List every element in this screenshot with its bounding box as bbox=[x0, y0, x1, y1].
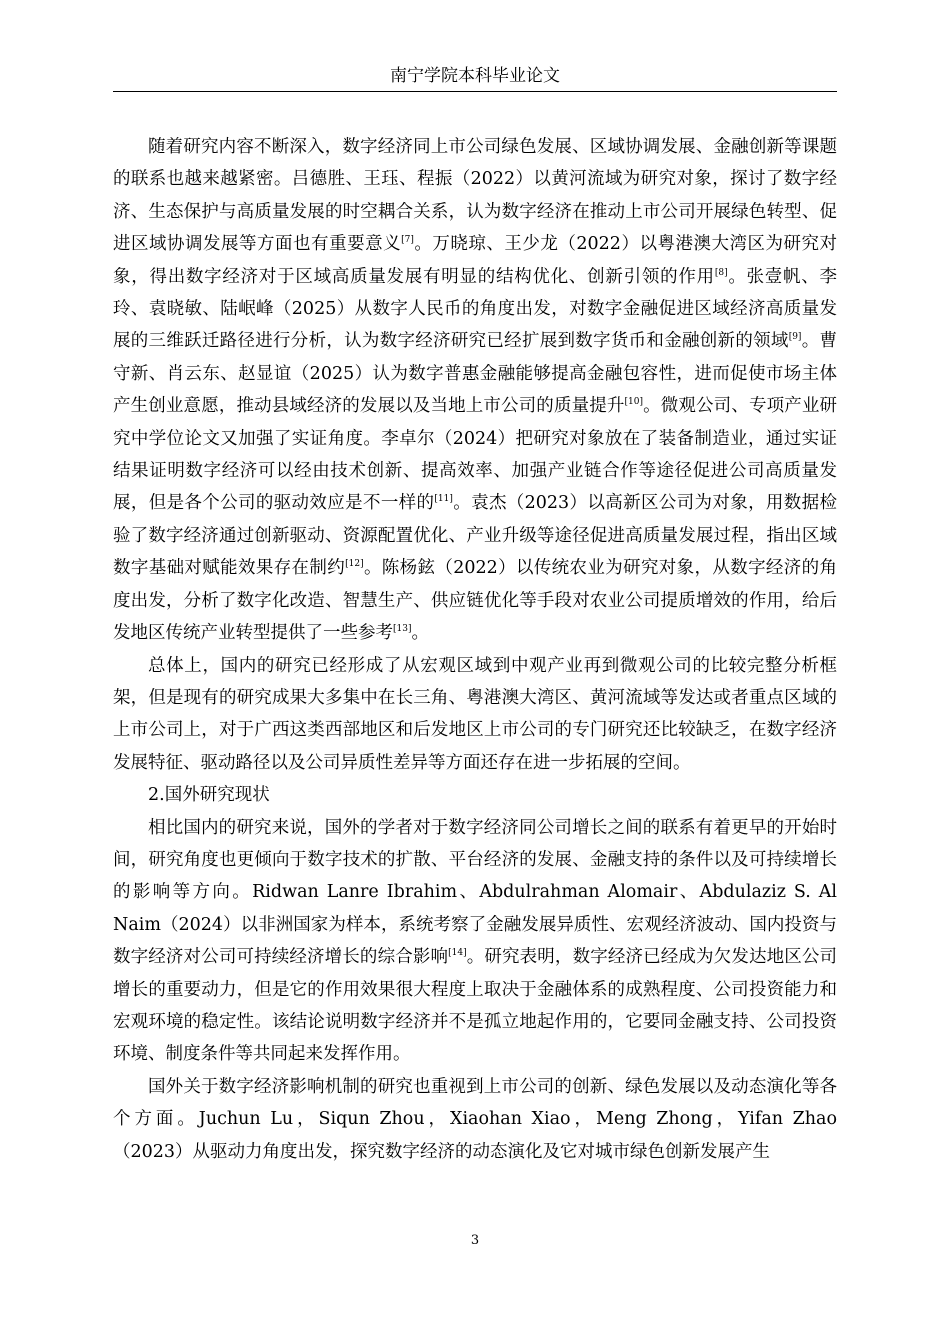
citation-ref: [11] bbox=[434, 494, 453, 505]
citation-ref: [10] bbox=[624, 397, 643, 408]
paragraph-domestic-research bbox=[113, 131, 837, 650]
text-run: 。张壹帆、李玲、袁晓敏、陆岷峰（2025）从数字人民币的角度出发，对数字金融促进区域经济高质量发展的三维跃迁路径进行分析，认为数字经济研究已经扩展到数字货币和金融创新的领域 bbox=[113, 266, 838, 352]
text-run: 。袁杰（2023）以高新区公司为对象，用数据检验了数字经济通过创新驱动、资源配置优化、产业升级等途径促进高质量发展过程，指出区域数字基础对赋能效果存在制约 bbox=[113, 493, 837, 579]
section-heading-foreign-research bbox=[113, 779, 837, 811]
citation-ref: [12] bbox=[345, 559, 364, 570]
citation-ref: [8] bbox=[714, 267, 728, 278]
body-text bbox=[113, 131, 837, 1168]
citation-ref: [13] bbox=[393, 624, 412, 635]
text-run: 。 bbox=[411, 623, 429, 644]
paragraph-foreign-research bbox=[113, 812, 837, 1071]
text-run: 。曹守新、肖云东、赵显谊（2025）认为数字普惠金融能够提高金融包容性，进而促使市场主体产生创业意愿，推动县域经济的发展以及当地上市公司的质量提升 bbox=[113, 331, 837, 417]
citation-ref: [14] bbox=[448, 948, 467, 959]
running-header: 南宁学院本科毕业论文 bbox=[390, 66, 560, 86]
page-number: 3 bbox=[470, 1233, 480, 1248]
text-run: 。万晓琼、王少龙（2022）以粤港澳大湾区为研究对象，得出数字经济对于区域高质量发展有明显的结构优化、创新引领的作用 bbox=[113, 234, 837, 287]
citation-ref: [7] bbox=[401, 235, 414, 246]
text-run: 国外关于数字经济影响机制的研究也重视到上市公司的创新、绿色发展以及动态演化等各个方面。Juchun Lu，Siqun Zhou，Xiaohan Xiao，Meng Zhong，Yifan Zhao（2023）从驱动力角度出发，探究数字经济的动态演化及它对城市绿色创新发展产生 bbox=[113, 1076, 837, 1162]
header-divider bbox=[113, 91, 837, 92]
paragraph-foreign-mechanism bbox=[113, 1071, 837, 1168]
text-run: 总体上，国内的研究已经形成了从宏观区域到中观产业再到微观公司的比较完整分析框架，但是现有的研究成果大多集中在长三角、粤港澳大湾区、黄河流域等发达或者重点区域的上市公司上，对于广西这类西部地区和后发地区上市公司的专门研究还比较缺乏，在数字经济发展特征、驱动路径以及公司异质性差异等方面还存在进一步拓展的空间。 bbox=[113, 655, 837, 773]
text-run: 。陈杨鉉（2022）以传统农业为研究对象，从数字经济的角度出发，分析了数字化改造、智慧生产、供应链优化等手段对农业公司提质增效的作用，给后发地区传统产业转型提供了一些参考 bbox=[113, 558, 837, 644]
text-run: 。微观公司、专项产业研究中学位论文又加强了实证角度。李卓尔（2024）把研究对象放在了装备制造业，通过实证结果证明数字经济可以经由技术创新、提高效率、加强产业链合作等途径促进公司高质量发展，但是各个公司的驱动效应是不一样的 bbox=[113, 396, 838, 514]
citation-ref: [9] bbox=[788, 332, 802, 343]
text-run: 相比国内的研究来说，国外的学者对于数字经济同公司增长之间的联系有着更早的开始时间，研究角度也更倾向于数字技术的扩散、平台经济的发展、金融支持的条件以及可持续增长的影响等方向。Ridwan Lanre Ibrahim、Abdulrahman Alomair、Abdulaziz S. Al Naim（2024）以非洲国家为样本，系统考察了金融发展异质性、宏观经济波动、国内投资与数字经济对公司可持续经济增长的综合影响 bbox=[113, 817, 837, 968]
text-run: 2.国外研究现状 bbox=[148, 785, 270, 806]
text-run: 随着研究内容不断深入，数字经济同上市公司绿色发展、区域协调发展、金融创新等课题的联系也越来越紧密。吕德胜、王珏、程振（2022）以黄河流域为研究对象，探讨了数字经济、生态保护与高质量发展的时空耦合关系，认为数字经济在推动上市公司开展绿色转型、促进区域协调发展等方面也有重要意义 bbox=[113, 137, 837, 255]
text-run: 。研究表明，数字经济已经成为欠发达地区公司增长的重要动力，但是它的作用效果很大程度上取决于金融体系的成熟程度、公司投资能力和宏观环境的稳定性。该结论说明数字经济并不是孤立地起作用的，它要同金融支持、公司投资环境、制度条件等共同起来发挥作用。 bbox=[113, 947, 838, 1065]
paragraph-domestic-summary bbox=[113, 650, 837, 780]
